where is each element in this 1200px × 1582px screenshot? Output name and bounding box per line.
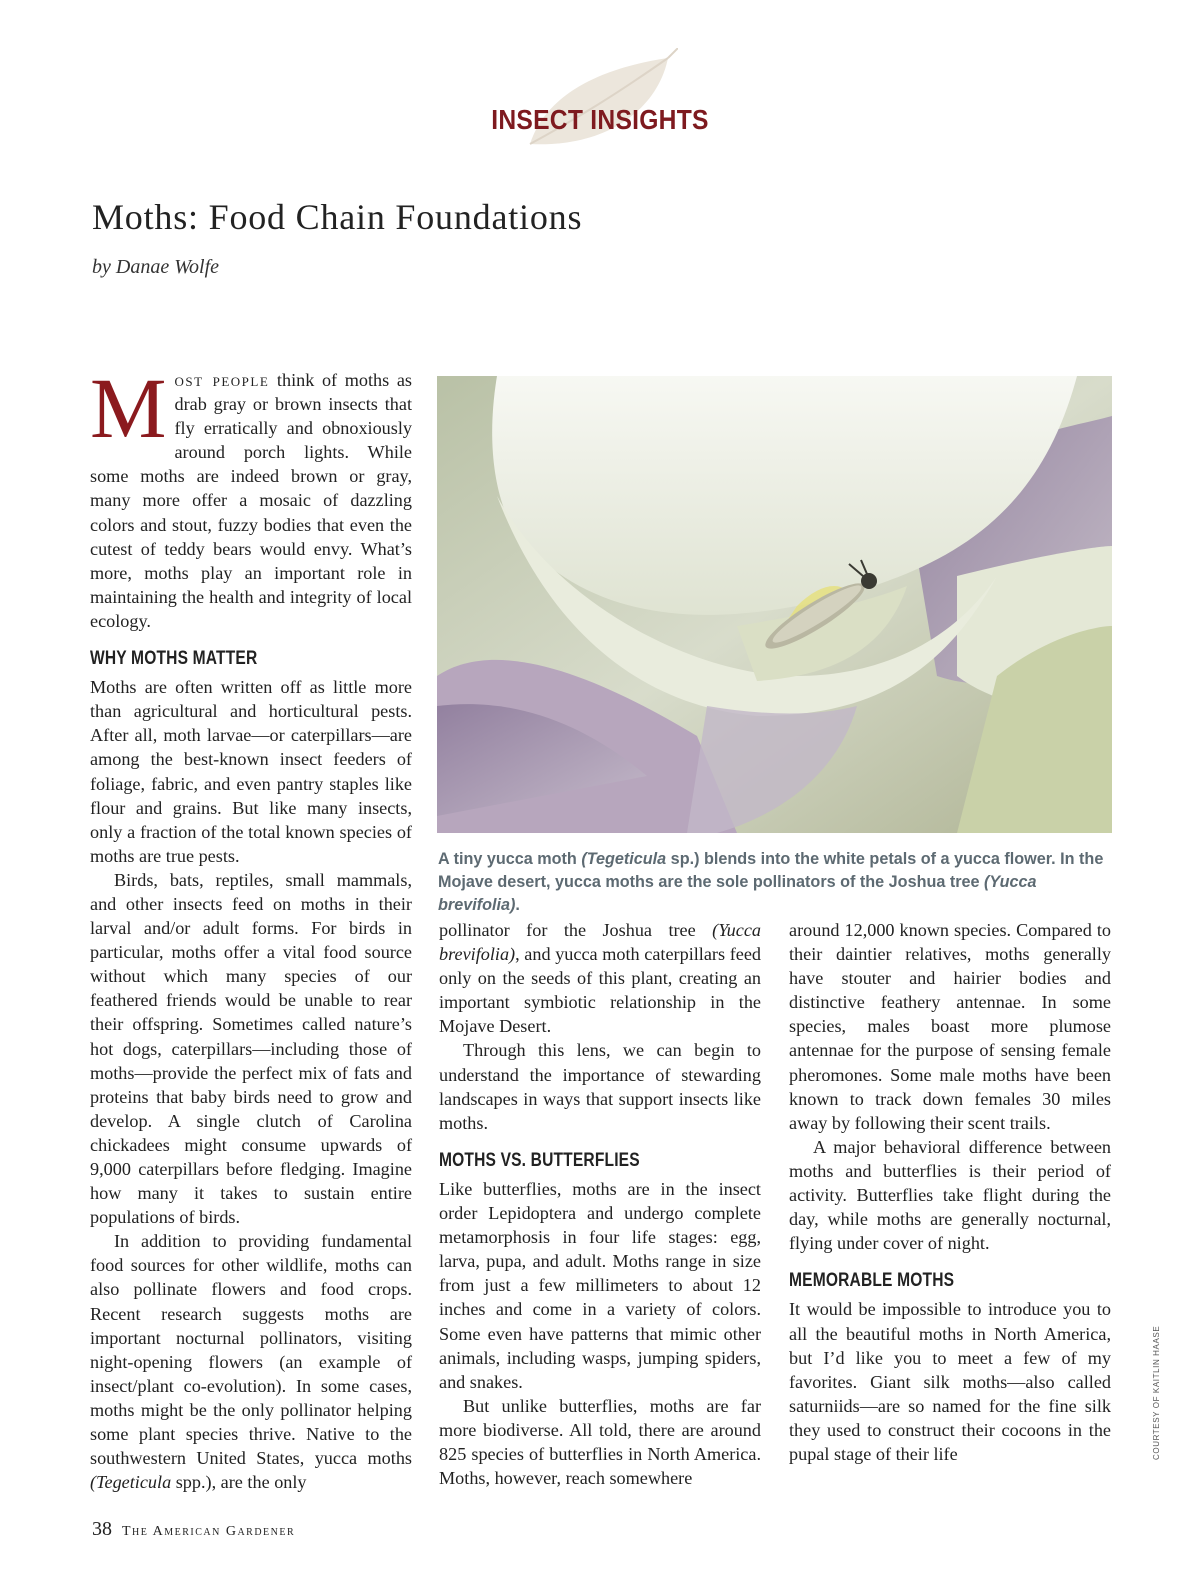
lead-smallcaps: ost people — [174, 370, 270, 390]
column-3 — [789, 918, 1111, 1466]
paragraph-text: pollinator for the Joshua tree — [439, 920, 713, 940]
subhead-why-moths-matter: WHY MOTHS MATTER — [90, 648, 258, 670]
photo-credit: COURTESY OF KAITLIN HAASE — [1152, 1325, 1161, 1460]
paragraph-text: spp.), are the only — [171, 1472, 307, 1493]
species-name: (Tegeticula — [90, 1472, 172, 1493]
subhead-moths-vs-butterflies: MOTHS VS. BUTTERFLIES — [439, 1149, 640, 1171]
paragraph — [439, 918, 761, 1038]
lead-text: think of moths as drab gray or brown insects that fly erratically and obnoxiously around porch lights. While some moths are indeed brown or gray, many more offer a mosaic of dazzling colors and stout, fuzzy bodies that even the cutest of teddy bears would envy. What’s more, moths play an important role in maintaining the health and integrity of local ecology. — [90, 370, 413, 631]
byline: by Danae Wolfe — [92, 256, 220, 278]
page-footer — [92, 1518, 295, 1541]
paragraph: But unlike butterflies, moths are far more biodiverse. All told, there are around 825 species of butterflies in North America. Moths, however, reach somewhere — [439, 1395, 761, 1489]
species-name: (Yucca brevifolia) — [439, 920, 761, 965]
column-2 — [439, 918, 761, 1490]
paragraph-text: In addition to providing fundamental food sources for other wildlife, moths can also pollinate flowers and food crops. Recent research suggests moths are important nocturnal pollinators, visiting night-opening flowers (an example of insect/plant co-evolution). In some cases, moths might be the only pollinator helping some plant species thrive. Native to the southwestern United States, yucca moths — [90, 1231, 412, 1469]
paragraph: A major behavioral difference between moths and butterflies is their period of activity. Butterflies take flight during the day, while moths are generally nocturnal, flying under cover of night. — [789, 1136, 1111, 1254]
paragraph: around 12,000 known species. Compared to their daintier relatives, moths generally have stouter and hairier bodies and distinctive feathery antennae. In some species, males boast more plumose antennae for the purpose of sensing female pheromones. Some male moths have been known to track down females 30 miles away by following their scent trails. — [789, 920, 1111, 1133]
section-title: INSECT INSIGHTS — [491, 104, 709, 135]
caption-species: (Tegeticula — [581, 850, 667, 868]
caption-text: A tiny yucca moth — [438, 850, 582, 868]
photo-illustration — [437, 376, 1112, 833]
drop-cap: M — [90, 360, 167, 456]
leaf-icon — [518, 48, 678, 158]
paragraph-text: , and yucca moth caterpillars feed only on the seeds of this plant, creating an important symbiotic relationship in the Mojave Desert. — [439, 944, 761, 1037]
lead-paragraph — [90, 360, 413, 633]
publication-name: The American Gardener — [122, 1524, 296, 1539]
paragraph: Like butterflies, moths are in the insect order Lepidoptera and undergo complete metamorphosis in four life stages: egg, larva, pupa, and adult. Moths range in size from just a few millimeters to about 12 inches and come in a variety of colors. Some even have patterns that mimic other animals, including wasps, jumping spiders, and snakes. — [439, 1178, 761, 1392]
paragraph: Through this lens, we can begin to understand the importance of stewarding landscapes in ways that support insects like moths. — [439, 1040, 761, 1133]
paragraph: Birds, bats, reptiles, small mammals, and other insects feed on moths in their larval and/or adult forms. For birds in particular, moths offer a vital food source without which many species of our feathered friends would be unable to rear their offspring. Sometimes called nature’s hot dogs, caterpillars—including those of moths—provide the perfect mix of fats and proteins that baby birds need to grow and develop. A single clutch of Carolina chickadees might consume upwards of 9,000 caterpillars before fledging. Imagine how many it takes to sustain entire populations of birds. — [90, 869, 412, 1228]
subhead-memorable-moths: MEMORABLE MOTHS — [789, 1270, 955, 1292]
page-number: 38 — [92, 1518, 112, 1540]
column-1 — [90, 360, 413, 1494]
paragraph: Moths are often written off as little more than agricultural and horticultural pests. After all, moth larvae—or caterpillars—are among the best-known insect feeders of foliage, fabric, and even pantry staples like flour and grains. But like many insects, only a fraction of the total known species of moths are true pests. — [90, 677, 412, 866]
article-title: Moths: Food Chain Foundations — [92, 197, 583, 237]
caption-text: sp.) blends into the white petals of a yucca flower. In the Mojave desert, yucca moths are the sole pollinators of the Joshua tree — [438, 850, 1104, 891]
caption-text: . — [515, 896, 520, 914]
paragraph: It would be impossible to introduce you to all the beautiful moths in North America, but I’d like you to meet a few of my favorites. Giant silk moths—also called saturniids—are so named for the fine silk they used to construct their cocoons in the pupal stage of their life — [789, 1299, 1111, 1464]
caption-species: (Yucca brevifolia) — [438, 873, 1037, 914]
yucca-moth-photo — [437, 376, 1112, 833]
paragraph — [90, 1229, 412, 1494]
photo-caption — [438, 848, 1114, 917]
